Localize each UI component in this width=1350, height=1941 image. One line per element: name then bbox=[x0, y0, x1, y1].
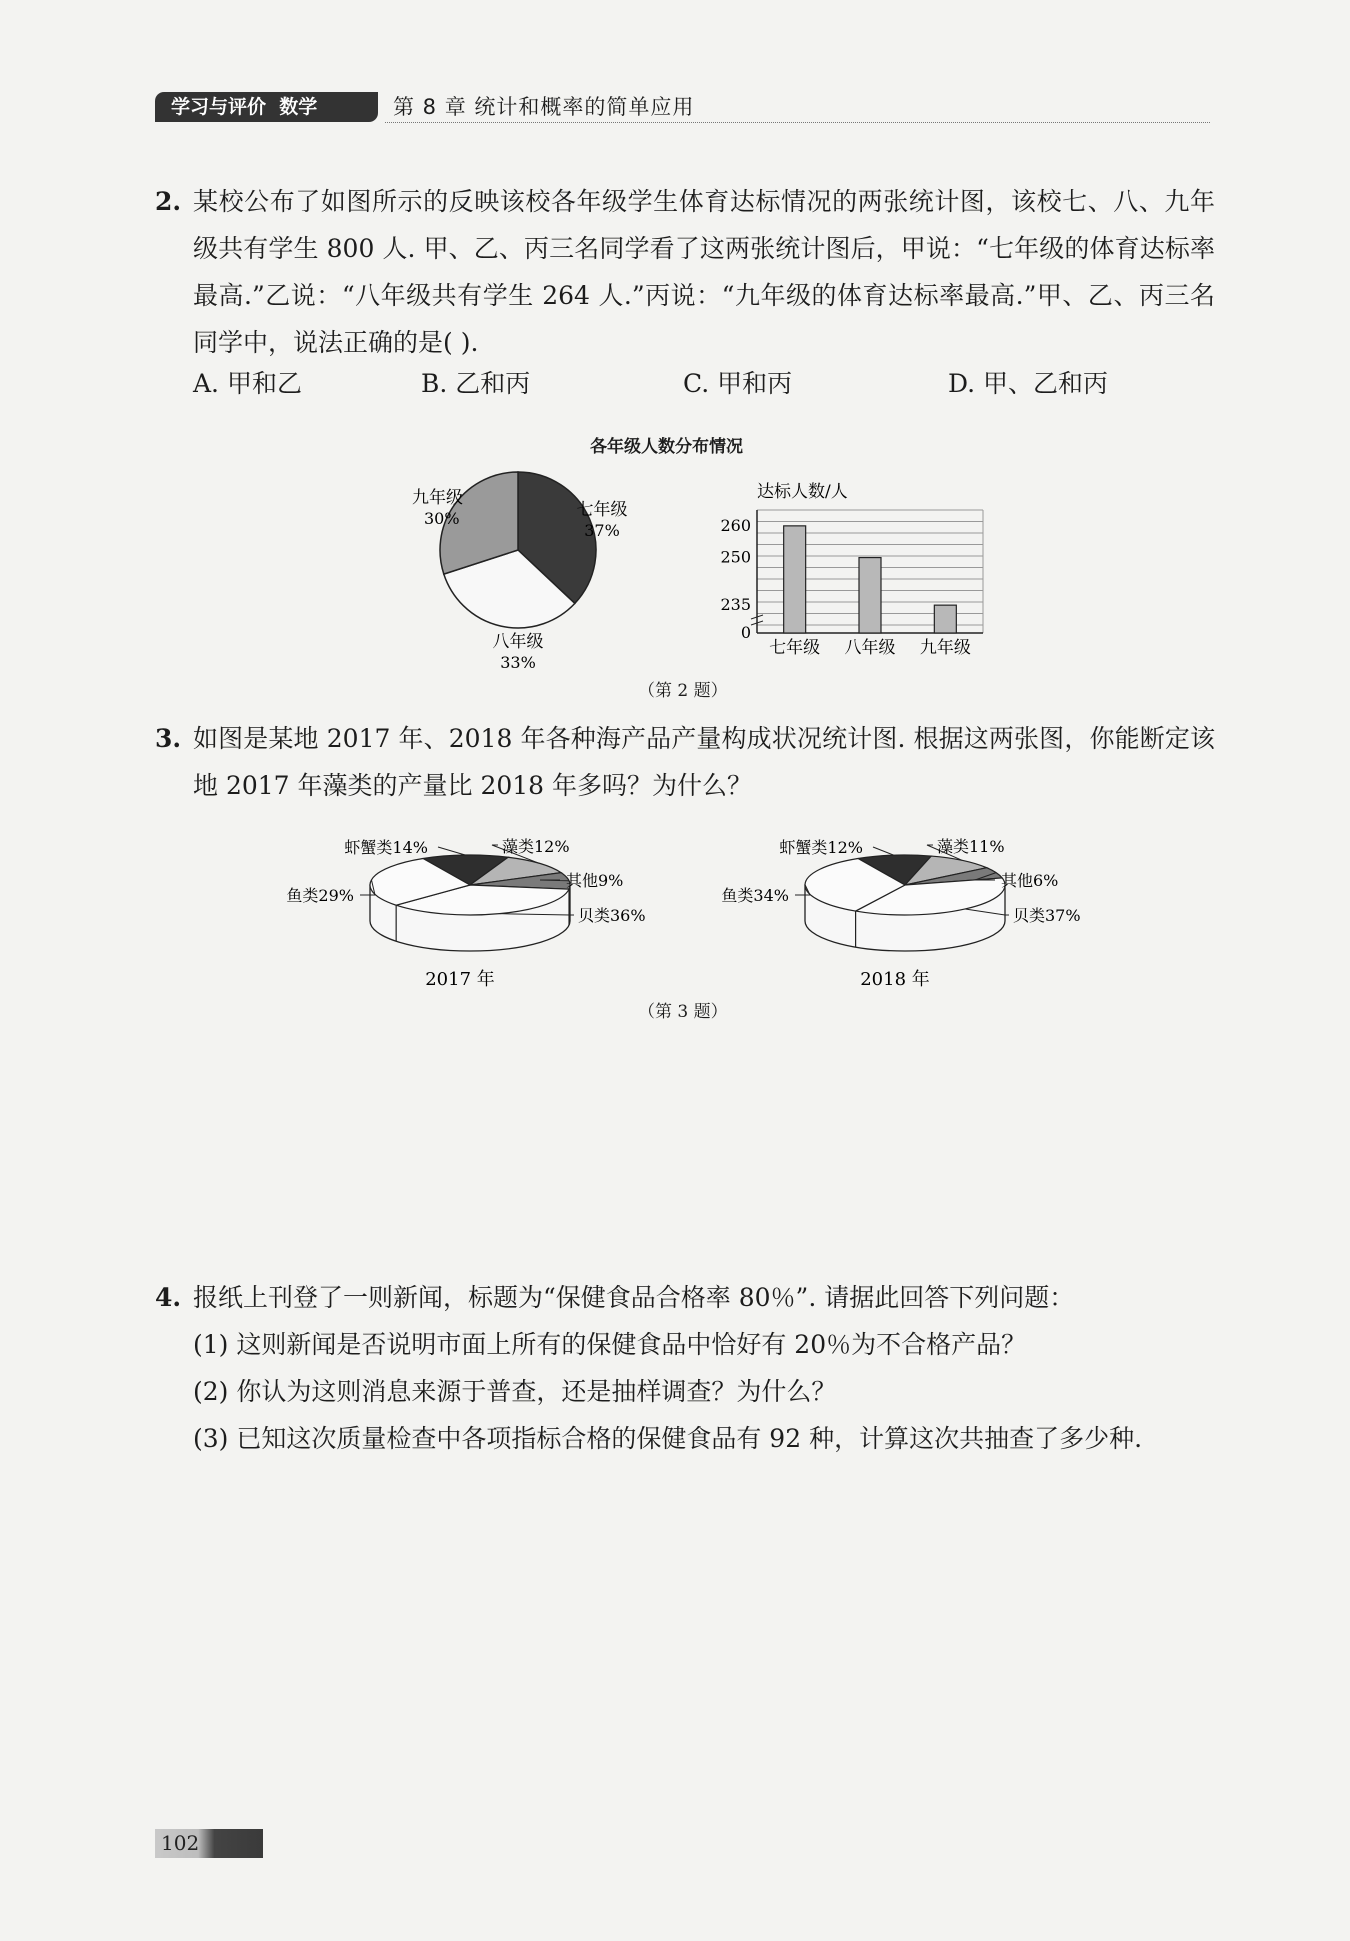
question-number: 4. bbox=[155, 1283, 182, 1312]
question-4 bbox=[155, 1274, 1215, 1321]
chapter-title: 第 8 章 统计和概率的简单应用 bbox=[393, 95, 695, 119]
pie-label: 虾蟹类14% bbox=[344, 838, 428, 857]
sub-question-1: (1) 这则新闻是否说明市面上所有的保健食品中恰好有 20％为不合格产品？ bbox=[193, 1330, 1027, 1359]
leader-line bbox=[438, 847, 465, 855]
figure-caption: （第 3 题） bbox=[638, 1002, 728, 1022]
pie-label: 藻类11% bbox=[937, 837, 1005, 856]
option-d[interactable]: D. 甲、乙和丙 bbox=[948, 369, 1109, 398]
question-text: 某校公布了如图所示的反映该校各年级学生体育达标情况的两张统计图，该校七、八、九年级共有学生 800 人. 甲、乙、丙三名同学看了这两张统计图后，甲说：“七年级的体育达标率最高.”乙说：“八年级共有学生 264 人.”丙说：“九年级的体育达标率最高.”甲、乙、丙三名同学中，说法正确的是( ). bbox=[193, 187, 1215, 357]
book-title-badge: 学习与评价 数学 bbox=[155, 92, 378, 122]
question-3 bbox=[155, 715, 1215, 809]
question-number: 3. bbox=[155, 724, 182, 753]
y-tick-label: 0 bbox=[740, 623, 751, 642]
x-tick-label: 九年级 bbox=[919, 638, 971, 658]
figure-caption: （第 2 题） bbox=[638, 681, 728, 701]
page-number-tab bbox=[155, 1829, 263, 1858]
answer-options bbox=[193, 364, 1193, 404]
pie-label: 其他6% bbox=[1001, 871, 1059, 890]
y-tick-label: 250 bbox=[720, 547, 751, 567]
leader-line bbox=[873, 847, 894, 855]
option-a[interactable]: A. 甲和乙 bbox=[193, 369, 302, 398]
pie-label: 其他9% bbox=[566, 871, 624, 890]
pie-label-grade8: 八年级 bbox=[492, 632, 544, 652]
grade-distribution-pie bbox=[370, 460, 630, 680]
bar bbox=[784, 526, 806, 633]
question-text: 如图是某地 2017 年、2018 年各种海产品产量构成状况统计图. 根据这两张图，你能断定该地 2017 年藻类的产量比 2018 年多吗？为什么？ bbox=[193, 724, 1215, 800]
option-b[interactable]: B. 乙和丙 bbox=[421, 369, 531, 398]
option-c[interactable]: C. 甲和丙 bbox=[683, 369, 793, 398]
question-text: 报纸上刊登了一则新闻，标题为“保健食品合格率 80％”. 请据此回答下列问题： bbox=[193, 1283, 1075, 1312]
figure-title: 各年级人数分布情况 bbox=[590, 437, 743, 457]
sub-question-2: (2) 你认为这则消息来源于普查，还是抽样调查？为什么？ bbox=[193, 1377, 837, 1406]
header-rule bbox=[385, 122, 1210, 123]
pie-label: 贝类36% bbox=[578, 906, 646, 925]
pass-count-bar-chart bbox=[715, 475, 1005, 675]
bar bbox=[934, 605, 956, 633]
page-header bbox=[155, 92, 1210, 124]
pie-value-grade7: 37% bbox=[584, 521, 620, 540]
seafood-pie-2017 bbox=[270, 825, 670, 1005]
pie-label-grade7: 七年级 bbox=[576, 500, 628, 520]
seafood-pie-2018 bbox=[705, 825, 1105, 1005]
pie-label: 贝类37% bbox=[1013, 906, 1081, 925]
pie-value-grade9: 30% bbox=[424, 509, 460, 528]
pie-label: 藻类12% bbox=[502, 837, 570, 856]
sub-question-3: (3) 已知这次质量检查中各项指标合格的保健食品有 92 种，计算这次共抽查了多少种. bbox=[193, 1424, 1143, 1453]
bar bbox=[859, 558, 881, 633]
pie-label: 鱼类29% bbox=[286, 886, 354, 905]
pie-year-label: 2018 年 bbox=[860, 969, 930, 990]
pie-label-grade9: 九年级 bbox=[412, 488, 463, 508]
pie-value-grade8: 33% bbox=[500, 653, 536, 672]
y-tick-label: 235 bbox=[720, 595, 751, 615]
x-tick-label: 七年级 bbox=[769, 638, 821, 658]
question-number: 2. bbox=[155, 187, 182, 216]
bar-chart-body bbox=[720, 510, 983, 658]
y-tick-label: 260 bbox=[720, 515, 751, 535]
page-number: 102 bbox=[161, 1831, 200, 1855]
pie-label: 鱼类34% bbox=[721, 886, 789, 905]
question-2 bbox=[155, 178, 1215, 366]
x-tick-label: 八年级 bbox=[844, 638, 896, 658]
pie-year-label: 2017 年 bbox=[425, 969, 495, 990]
y-axis-title: 达标人数/人 bbox=[757, 482, 848, 502]
pie-label: 虾蟹类12% bbox=[779, 838, 863, 857]
